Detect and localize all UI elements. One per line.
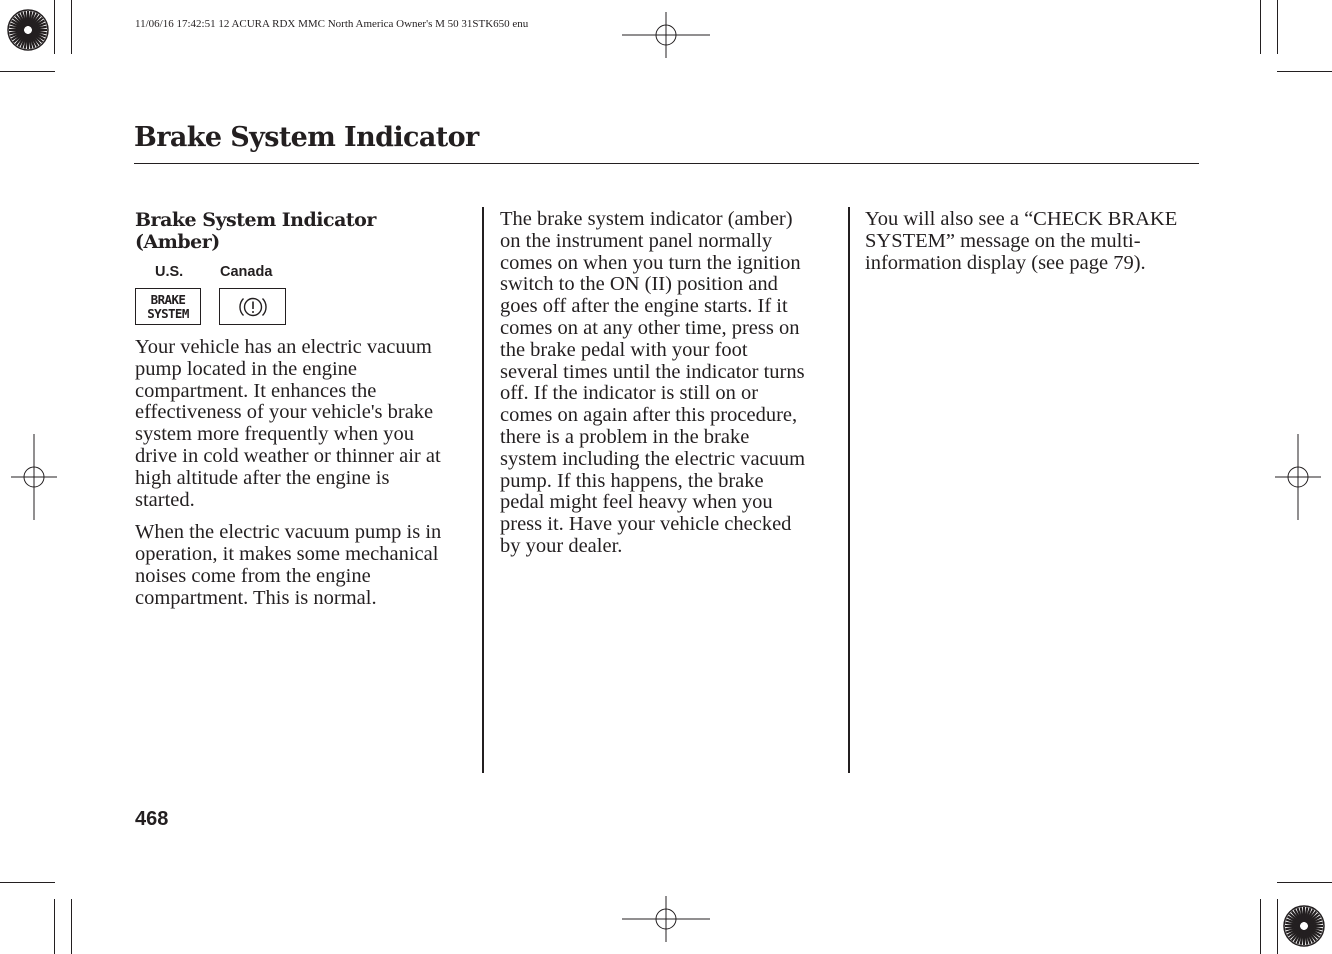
crosshair-target-icon bbox=[622, 12, 710, 58]
text-line: system including the electric vacuum bbox=[500, 447, 806, 470]
text-line: by your dealer. bbox=[500, 534, 623, 557]
crosshair-target-icon bbox=[1275, 434, 1321, 520]
text-line: comes on at any other time, press on bbox=[500, 316, 800, 339]
text-line: drive in cold weather or thinner air at bbox=[135, 444, 441, 467]
crop-mark-bottom-right-v2 bbox=[1277, 899, 1278, 954]
crop-mark-top-left-h bbox=[0, 71, 55, 72]
section-heading-line: Brake System Indicator bbox=[135, 209, 376, 231]
us-brake-system-indicator bbox=[135, 288, 201, 325]
crosshair-target-icon bbox=[11, 434, 57, 520]
text-line: press it. Have your vehicle checked bbox=[500, 513, 792, 536]
brake-system-text-icon bbox=[136, 293, 200, 321]
text-line: When the electric vacuum pump is in bbox=[135, 521, 442, 544]
text-line: comes on again after this procedure, bbox=[500, 404, 798, 427]
crop-mark-bottom-left-v2 bbox=[71, 899, 72, 954]
text-line: the brake pedal with your foot bbox=[500, 338, 748, 361]
text-line: system more frequently when you bbox=[135, 423, 414, 446]
text-line: goes off after the engine starts. If it bbox=[500, 295, 788, 318]
text-line: compartment. This is normal. bbox=[135, 586, 377, 609]
crop-mark-top-right-h bbox=[1277, 71, 1332, 72]
column-divider bbox=[482, 207, 484, 773]
text-line: Your vehicle has an electric vacuum bbox=[135, 336, 432, 358]
section-heading bbox=[135, 209, 475, 253]
crop-mark-top-right-v bbox=[1260, 0, 1261, 54]
crop-mark-bottom-left-v bbox=[54, 899, 55, 954]
text-line: compartment. It enhances the bbox=[135, 379, 377, 402]
text-line: on the instrument panel normally bbox=[500, 229, 773, 252]
page-title: Brake System Indicator bbox=[134, 122, 479, 153]
paragraph bbox=[865, 209, 1205, 274]
crop-mark-top-right-v2 bbox=[1277, 0, 1278, 54]
text-line: information display (see page 79). bbox=[865, 251, 1146, 274]
crop-mark-bottom-left-h bbox=[0, 882, 55, 883]
column-3 bbox=[865, 209, 1205, 274]
crop-mark-bottom-right-v bbox=[1260, 899, 1261, 954]
indicator-text-line: SYSTEM bbox=[147, 306, 189, 321]
text-line: pump located in the engine bbox=[135, 357, 358, 380]
column-divider bbox=[848, 207, 850, 773]
column-1-body bbox=[135, 337, 475, 610]
paragraph bbox=[135, 522, 475, 609]
paragraph bbox=[135, 337, 475, 511]
text-line: effectiveness of your vehicle's brake bbox=[135, 401, 434, 424]
section-heading-line: (Amber) bbox=[135, 231, 220, 253]
text-line: several times until the indicator turns bbox=[500, 360, 805, 383]
label-canada: Canada bbox=[220, 264, 273, 280]
text-line: pump. If this happens, the brake bbox=[500, 469, 764, 492]
canada-brake-system-indicator bbox=[219, 288, 286, 325]
title-rule bbox=[134, 163, 1199, 164]
text-line: comes on when you turn the ignition bbox=[500, 251, 801, 274]
crop-mark-bottom-right-h bbox=[1277, 882, 1332, 883]
registration-sunburst-icon bbox=[1282, 904, 1326, 948]
crosshair-target-icon bbox=[622, 896, 710, 942]
indicator-text-line: BRAKE bbox=[150, 292, 186, 307]
label-us: U.S. bbox=[155, 264, 184, 280]
print-header: 11/06/16 17:42:51 12 ACURA RDX MMC North America Owner's M 50 31STK650 enu bbox=[135, 18, 529, 30]
text-line: The brake system indicator (amber) bbox=[500, 208, 793, 230]
column-1 bbox=[135, 209, 475, 253]
text-line: there is a problem in the brake bbox=[500, 425, 750, 448]
text-line: switch to the ON (II) position and bbox=[500, 273, 778, 296]
text-line: pedal might feel heavy when you bbox=[500, 491, 773, 514]
text-line: operation, it makes some mechanical bbox=[135, 543, 439, 566]
text-line: SYSTEM” message on the multi- bbox=[865, 229, 1141, 252]
text-line: noises come from the engine bbox=[135, 564, 371, 587]
text-line: You will also see a “CHECK BRAKE bbox=[865, 208, 1178, 230]
text-line: started. bbox=[135, 488, 195, 511]
text-line: high altitude after the engine is bbox=[135, 466, 390, 489]
paragraph bbox=[500, 209, 840, 558]
crop-mark-top-left-v bbox=[71, 0, 72, 54]
crop-mark-top-left-v2 bbox=[54, 0, 55, 54]
brake-warning-icon bbox=[236, 294, 270, 320]
text-line: off. If the indicator is still on or bbox=[500, 382, 759, 405]
page-number: 468 bbox=[135, 808, 169, 830]
column-2 bbox=[500, 209, 840, 558]
registration-sunburst-icon bbox=[6, 8, 50, 52]
